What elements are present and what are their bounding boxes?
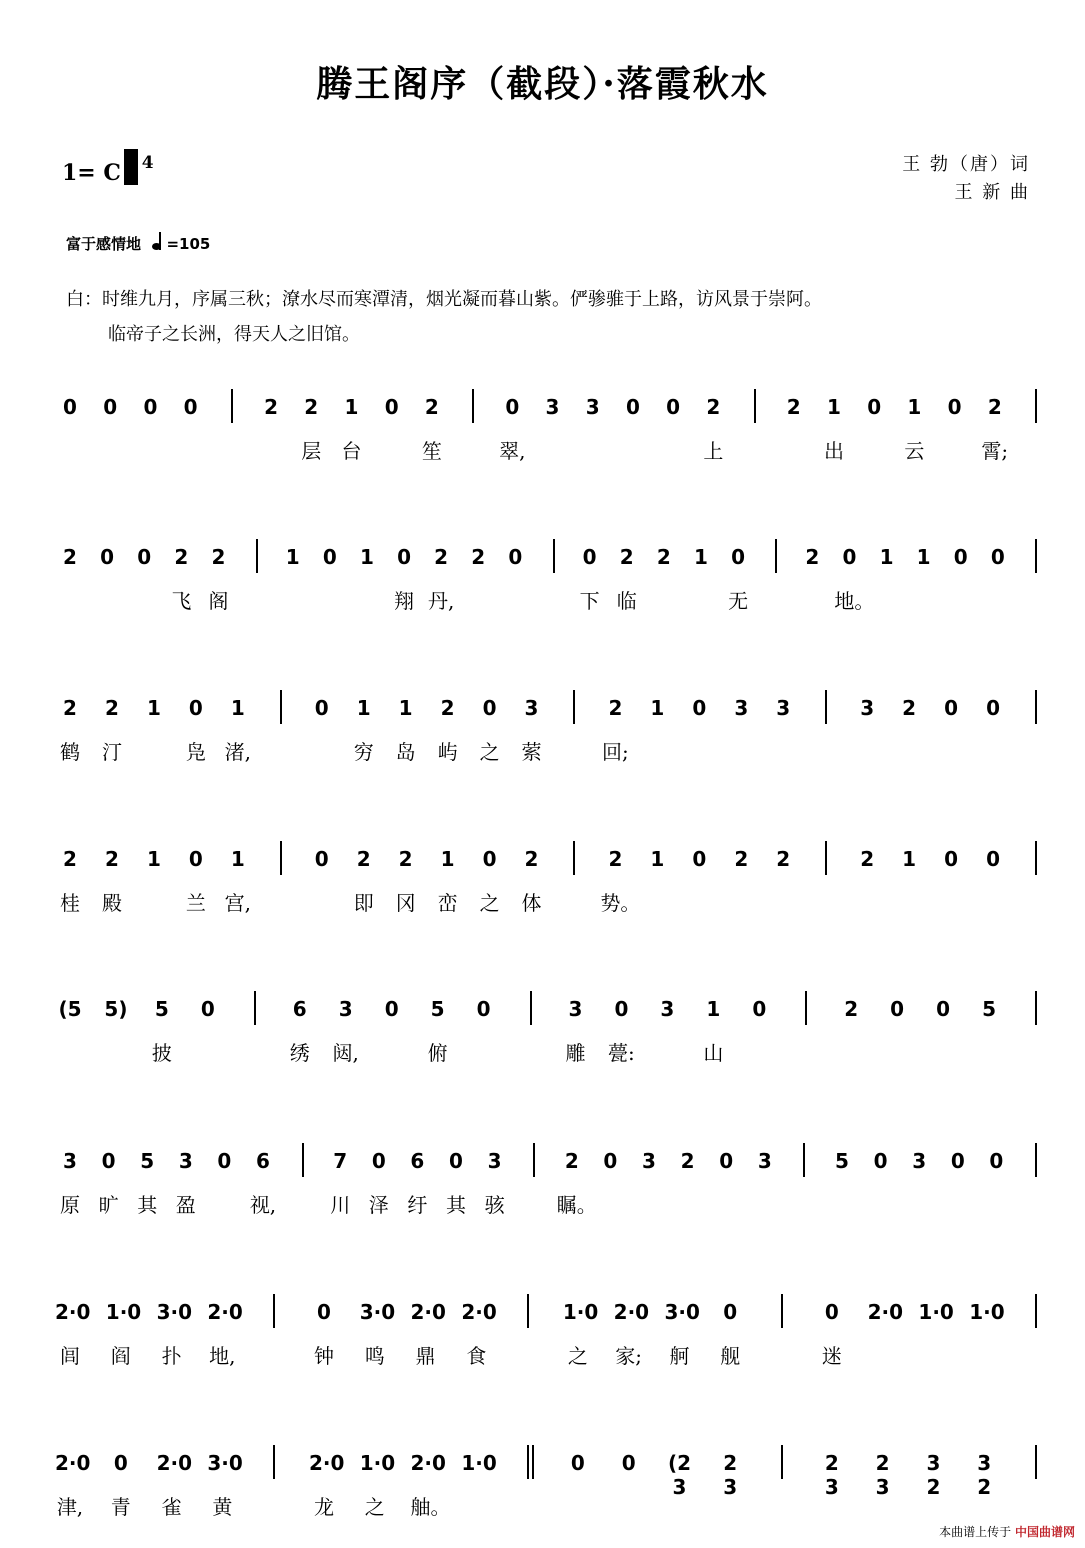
note: 0 (322, 545, 337, 569)
lyric-syllable: 云 (904, 439, 925, 463)
lyric-syllable: 势。 (600, 891, 641, 915)
lyric-syllable: 无 (728, 589, 749, 613)
lyric-syllable: 体 (521, 891, 542, 915)
note: 0 (614, 997, 629, 1021)
note: 0 (113, 1451, 128, 1475)
barline (1035, 389, 1037, 423)
score-row (0, 1300, 1085, 1380)
note: 3·0 (664, 1300, 700, 1324)
note: 2·0 (410, 1451, 446, 1475)
note: 2 (63, 696, 77, 720)
lyric-syllable: 盈 (175, 1193, 196, 1217)
note: 3 (487, 1149, 502, 1173)
note: 3 (860, 696, 875, 720)
note: 2 (844, 997, 859, 1021)
barline (302, 1143, 304, 1177)
footer-brand: 中国曲谱网 (1014, 1525, 1075, 1539)
lyric-syllable: 视, (249, 1193, 277, 1217)
time-sig-bottom: 4 (141, 153, 154, 173)
lyric-syllable: 霄; (981, 439, 1009, 463)
note: 1·0 (461, 1451, 497, 1475)
note: 6 (256, 1149, 270, 1173)
lyric-syllable: 俯 (427, 1041, 448, 1065)
note: 0 (137, 545, 152, 569)
lyric-syllable: 食 (466, 1344, 487, 1368)
lyric-syllable: 舰 (720, 1344, 741, 1368)
barline (273, 1294, 275, 1328)
score-row (0, 847, 1085, 927)
note: 2·0 (410, 1300, 446, 1324)
barline (825, 841, 827, 875)
barline (254, 991, 256, 1025)
score-row (0, 1149, 1085, 1229)
note: 2·0 (308, 1451, 345, 1475)
lyric-syllable: 临 (616, 589, 637, 613)
note: 2 (608, 696, 623, 720)
lyric-syllable: 雕 (565, 1041, 586, 1065)
barline (805, 991, 807, 1025)
note: 0 (986, 696, 1000, 720)
time-signature (124, 154, 154, 172)
barline (1035, 1294, 1037, 1328)
lyric-syllable: 其 (137, 1193, 158, 1217)
note: 3 (338, 997, 353, 1021)
lyric-syllable: 下 (579, 589, 600, 613)
note: 2·0 (55, 1451, 91, 1475)
barline (825, 690, 827, 724)
note: 0 (101, 1149, 116, 1173)
barline (472, 389, 474, 423)
note: 0 (990, 545, 1005, 569)
double-barline (532, 1445, 534, 1479)
note: 2 3 (723, 1451, 738, 1499)
note: 5 (430, 997, 445, 1021)
note: 3 (776, 696, 791, 720)
note: 3·0 (359, 1300, 396, 1324)
note: 6 (410, 1149, 425, 1173)
lyric-syllable: 之 (479, 891, 500, 915)
barline (1035, 1445, 1037, 1479)
lyric-syllable: 峦 (437, 891, 458, 915)
note: 2 (424, 395, 439, 419)
note: 3 (757, 1149, 772, 1173)
barline (754, 389, 756, 423)
note: 2 (434, 545, 449, 569)
note: 3 (524, 696, 539, 720)
note: 3 (912, 1149, 927, 1173)
lyric-syllable: 瞩。 (556, 1193, 597, 1217)
note: 1 (879, 545, 894, 569)
barline (573, 690, 575, 724)
lyric-syllable: 宫, (224, 891, 251, 915)
note: 0 (482, 696, 497, 720)
footer-credit (939, 1523, 1075, 1540)
note: 2 (440, 696, 455, 720)
lyric-syllable: 雀 (161, 1495, 182, 1519)
note: 3 2 (926, 1451, 941, 1499)
note: 0 (371, 1149, 386, 1173)
lyric-syllable: 阎 (110, 1344, 131, 1368)
lyric-syllable: 上 (703, 439, 724, 463)
lyric-syllable: 迷 (821, 1344, 842, 1368)
note: 0 (449, 1149, 463, 1173)
note: 0 (183, 395, 198, 419)
lyric-syllable: 翔 (394, 589, 415, 613)
note: 0 (944, 696, 959, 720)
score-row (0, 1451, 1085, 1531)
lyric-syllable: 翠, (499, 439, 526, 463)
barline (280, 690, 282, 724)
note: 0 (989, 1149, 1004, 1173)
note: 0 (100, 545, 115, 569)
note: 2 3 (875, 1451, 890, 1499)
tempo-marking (66, 232, 210, 254)
note: 2·0 (55, 1300, 91, 1324)
lyric-syllable: 家; (615, 1344, 643, 1368)
lyric-syllable: 钟 (313, 1344, 334, 1368)
key-signature: 1= C (62, 160, 121, 186)
note: 2 (211, 545, 226, 569)
note: 1 (706, 997, 721, 1021)
note: 0 (217, 1149, 232, 1173)
note: 3 2 (977, 1451, 992, 1499)
note: 1 (230, 847, 245, 871)
lyric-syllable: 即 (353, 891, 374, 915)
note: 2 (564, 1149, 579, 1173)
lyric-syllable: 渚, (224, 740, 251, 764)
note: 0 (570, 1451, 585, 1475)
lyric-syllable: 飞 (171, 589, 192, 613)
note: 1 (146, 696, 161, 720)
lyric-syllable: 原 (60, 1193, 80, 1217)
lyric-syllable: 扑 (161, 1344, 182, 1368)
note: 0 (867, 395, 882, 419)
note: 3 (734, 696, 749, 720)
lyric-syllable: 穷 (353, 740, 374, 764)
note: 0 (950, 1149, 965, 1173)
lyric-syllable: 笙 (421, 439, 442, 463)
note: 0 (873, 1149, 888, 1173)
lyric-syllable: 之 (567, 1344, 588, 1368)
tempo-bpm: =105 (166, 235, 211, 253)
note: 2 (304, 395, 319, 419)
note: 0 (314, 696, 329, 720)
lyric-syllable: 地, (209, 1344, 236, 1368)
note: 0 (482, 847, 497, 871)
note: 0 (384, 395, 399, 419)
barline (1035, 841, 1037, 875)
lyric-syllable: 骇 (484, 1193, 505, 1217)
lyric-syllable: 汀 (101, 740, 122, 764)
note: 2·0 (613, 1300, 650, 1324)
note: 1·0 (105, 1300, 142, 1324)
note: 3 (178, 1149, 193, 1173)
note: 0 (692, 696, 707, 720)
note: 0 (63, 395, 77, 419)
note: 0 (508, 545, 523, 569)
barline (781, 1294, 783, 1328)
note: 0 (953, 545, 968, 569)
lyric-syllable: 地。 (834, 589, 875, 613)
note: 1 (285, 545, 300, 569)
lyric-syllable: 舳。 (410, 1495, 451, 1519)
lyric-syllable: 绣 (289, 1041, 310, 1065)
note: 0 (719, 1149, 734, 1173)
note: 2 (608, 847, 623, 871)
note: 0 (316, 1300, 331, 1324)
note: 2 (174, 545, 189, 569)
barline (1035, 539, 1037, 573)
note: 1 (693, 545, 708, 569)
lyric-syllable: 披 (151, 1041, 172, 1065)
barline (256, 539, 258, 573)
note: 2 (734, 847, 749, 871)
note: 0 (200, 997, 215, 1021)
lyric-syllable: 山 (703, 1041, 724, 1065)
barline (1035, 690, 1037, 724)
score-row (0, 696, 1085, 776)
barline (530, 991, 532, 1025)
tempo-expression: 富于感情地 (66, 235, 142, 253)
lyric-syllable: 回; (602, 740, 629, 764)
composer-credit: 王 新 曲 (954, 182, 1030, 203)
lyric-syllable: 鼎 (415, 1344, 436, 1368)
note: 5 (154, 997, 169, 1021)
note: 1 (907, 395, 922, 419)
note: 2 (398, 847, 413, 871)
lyric-syllable: 旷 (98, 1193, 119, 1217)
note: 2 (776, 847, 791, 871)
barline (533, 1143, 535, 1177)
note: 6 (292, 997, 307, 1021)
note: 1·0 (969, 1300, 1005, 1324)
note: 1 (650, 696, 665, 720)
note: 3 (568, 997, 583, 1021)
note: 3 (642, 1149, 656, 1173)
note: 3 (585, 395, 600, 419)
note: 1 (916, 545, 931, 569)
note: 2·0 (461, 1300, 497, 1324)
lyric-syllable: 闾 (60, 1344, 80, 1368)
note: 2 (786, 395, 801, 419)
barline (553, 539, 555, 573)
note: 0 (314, 847, 329, 871)
note: 0 (824, 1300, 839, 1324)
barline (1035, 991, 1037, 1025)
barline (273, 1445, 275, 1479)
lyric-syllable: 冈 (395, 891, 416, 915)
lyric-syllable: 阁 (208, 589, 229, 613)
lyric-syllable: 泽 (368, 1193, 389, 1217)
narration-line-2: 临帝子之长洲，得天人之旧馆。 (108, 324, 360, 345)
note: 1 (398, 696, 413, 720)
lyric-syllable: 殿 (101, 891, 122, 915)
note: 2 (902, 696, 917, 720)
lyric-syllable: 川 (330, 1193, 351, 1217)
note: 2·0 (207, 1300, 243, 1324)
note: 0 (944, 847, 959, 871)
note: 5 (140, 1149, 155, 1173)
note: 0 (397, 545, 411, 569)
note: 1 (344, 395, 359, 419)
note: 2 (104, 696, 119, 720)
note: 2 (619, 545, 634, 569)
lyric-syllable: 黄 (212, 1495, 233, 1519)
note: 0 (986, 847, 1000, 871)
note: (2 3 (667, 1451, 691, 1499)
lyric-syllable: 兰 (185, 891, 206, 915)
score-title: 腾王阁序（截段）·落霞秋水 (316, 63, 769, 105)
note: 1·0 (562, 1300, 599, 1324)
note: 0 (752, 997, 767, 1021)
note: 0 (625, 395, 640, 419)
note: 2 (524, 847, 539, 871)
note: 1 (650, 847, 665, 871)
note: 0 (731, 545, 746, 569)
lyric-syllable: 龙 (313, 1495, 334, 1519)
lyric-syllable: 层 (301, 439, 322, 463)
note: 3 (660, 997, 675, 1021)
barline (573, 841, 575, 875)
note: 2 (63, 545, 77, 569)
note: 0 (582, 545, 597, 569)
lyric-syllable: 甍: (608, 1041, 635, 1065)
lyric-syllable: 之 (364, 1495, 385, 1519)
note: 3·0 (207, 1451, 243, 1475)
note: 2 3 (824, 1451, 839, 1499)
barline (803, 1143, 805, 1177)
note: 1 (356, 696, 371, 720)
note: 2·0 (867, 1300, 904, 1324)
note: 0 (842, 545, 857, 569)
note: 2 (656, 545, 671, 569)
lyric-syllable: 鸣 (364, 1344, 385, 1368)
barline (775, 539, 777, 573)
barline (527, 1294, 529, 1328)
note: 0 (936, 997, 951, 1021)
note: 2 (680, 1149, 695, 1173)
footer-prefix: 本曲谱上传于 (939, 1525, 1012, 1539)
note: 1 (440, 847, 455, 871)
note: 2 (471, 545, 486, 569)
note: (5 (58, 997, 82, 1021)
note: 0 (188, 847, 203, 871)
note: 0 (103, 395, 118, 419)
note: 0 (384, 997, 399, 1021)
barline (781, 1445, 783, 1479)
note: 2 (706, 395, 721, 419)
note: 5 (835, 1149, 849, 1173)
note: 0 (947, 395, 962, 419)
lyric-syllable: 纡 (407, 1193, 428, 1217)
note: 1·0 (918, 1300, 954, 1324)
lyric-syllable: 岛 (395, 740, 416, 764)
lyric-syllable: 鹤 (60, 740, 80, 764)
lyric-syllable: 舸 (669, 1344, 690, 1368)
lyric-syllable: 凫 (185, 740, 206, 764)
note: 1 (902, 847, 917, 871)
note: 3·0 (156, 1300, 193, 1324)
note: 0 (621, 1451, 636, 1475)
note: 2 (860, 847, 875, 871)
note: 7 (333, 1149, 348, 1173)
lyric-syllable: 台 (341, 439, 362, 463)
lyric-syllable: 丹, (427, 589, 455, 613)
note: 5 (982, 997, 996, 1021)
lyricist-credit: 王 勃（唐）词 (902, 154, 1030, 175)
note: 0 (603, 1149, 618, 1173)
score-row (0, 997, 1085, 1077)
barline (231, 389, 233, 423)
note: 2 (264, 395, 278, 419)
note: 2 (356, 847, 371, 871)
lyric-syllable: 青 (110, 1495, 131, 1519)
score-row (0, 545, 1085, 625)
note: 2·0 (156, 1451, 193, 1475)
note: 2 (104, 847, 119, 871)
note: 3 (63, 1149, 77, 1173)
note: 1 (359, 545, 374, 569)
note: 0 (188, 696, 203, 720)
lyric-syllable: 津, (56, 1495, 84, 1519)
note: 3 (545, 395, 560, 419)
note: 2 (987, 395, 1002, 419)
lyric-syllable: 桂 (60, 891, 80, 915)
note: 2 (63, 847, 77, 871)
note: 0 (143, 395, 158, 419)
note: 0 (476, 997, 491, 1021)
narration-line-1: 白：时维九月，序属三秋；潦水尽而寒潭清，烟光凝而暮山紫。俨骖骓于上路，访风景于崇阿。 (66, 289, 822, 310)
lyric-syllable: 屿 (437, 740, 458, 764)
note: 2 (805, 545, 820, 569)
lyric-syllable: 闼, (332, 1041, 359, 1065)
lyric-syllable: 其 (446, 1193, 466, 1217)
note: 1 (146, 847, 161, 871)
lyric-syllable: 萦 (521, 740, 542, 764)
note: 1 (826, 395, 841, 419)
lyric-syllable: 出 (823, 439, 844, 463)
note: 0 (890, 997, 905, 1021)
double-barline (527, 1445, 529, 1479)
note: 1·0 (359, 1451, 396, 1475)
note: 1 (230, 696, 245, 720)
score-row (0, 395, 1085, 475)
note: 0 (505, 395, 520, 419)
barline (280, 841, 282, 875)
note: 5) (104, 997, 128, 1021)
note: 0 (723, 1300, 738, 1324)
lyric-syllable: 之 (479, 740, 500, 764)
barline (1035, 1143, 1037, 1177)
note: 0 (666, 395, 681, 419)
note: 0 (692, 847, 707, 871)
